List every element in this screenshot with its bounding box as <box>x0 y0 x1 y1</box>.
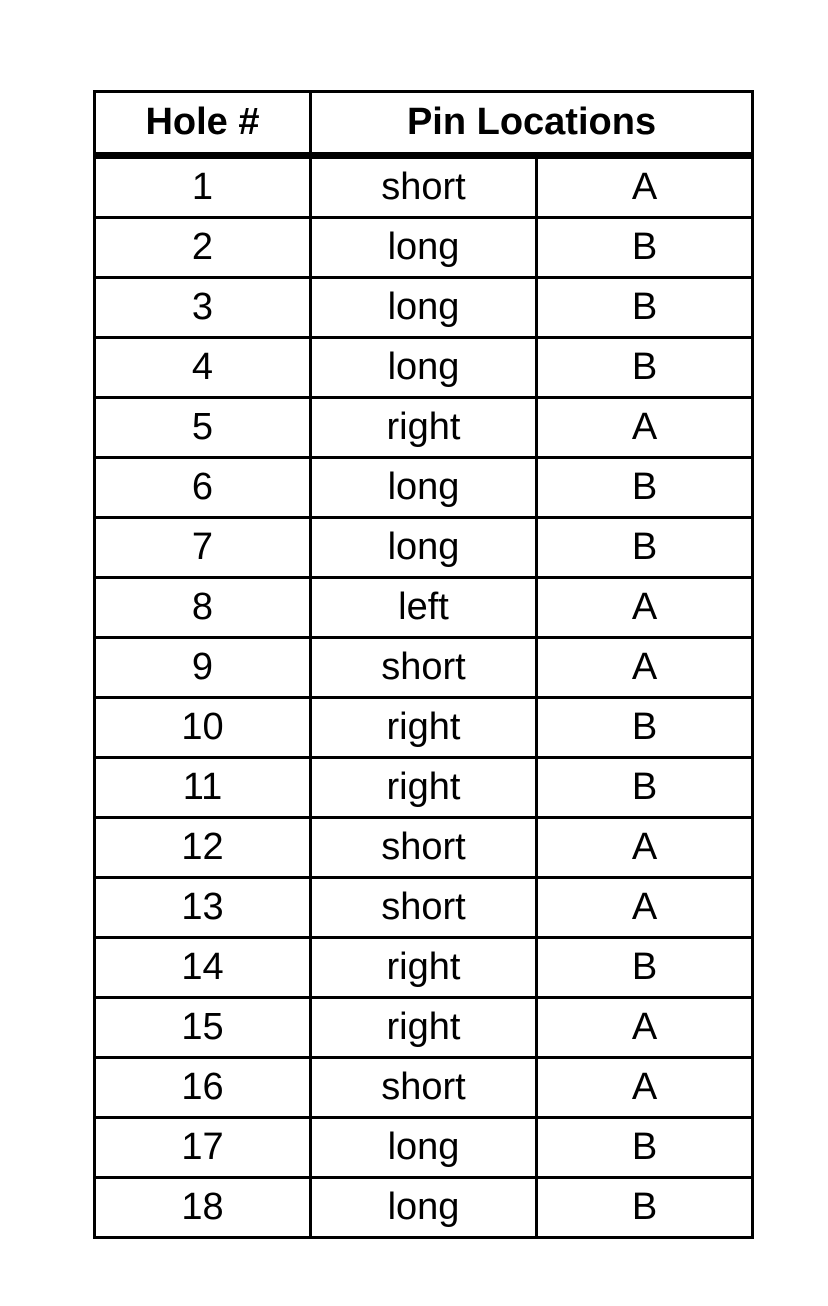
pin-set-cell: B <box>537 278 753 338</box>
table-row <box>95 938 753 998</box>
hole-number-cell: 13 <box>95 878 311 938</box>
hole-number-cell: 5 <box>95 398 311 458</box>
pin-set-cell: B <box>537 698 753 758</box>
pin-location-cell: right <box>311 938 537 998</box>
pin-location-cell: left <box>311 578 537 638</box>
pin-set-cell: B <box>537 938 753 998</box>
table-row <box>95 156 753 218</box>
table-row <box>95 278 753 338</box>
pin-location-cell: short <box>311 878 537 938</box>
hole-number-cell: 9 <box>95 638 311 698</box>
pin-location-cell: short <box>311 156 537 218</box>
hole-number-cell: 4 <box>95 338 311 398</box>
pin-location-cell: short <box>311 1058 537 1118</box>
table-row <box>95 398 753 458</box>
hole-number-cell: 2 <box>95 218 311 278</box>
table-row <box>95 638 753 698</box>
hole-number-cell: 16 <box>95 1058 311 1118</box>
pin-set-cell: B <box>537 218 753 278</box>
table-body <box>95 156 753 1238</box>
pin-set-cell: B <box>537 518 753 578</box>
pin-location-cell: right <box>311 998 537 1058</box>
table-row <box>95 818 753 878</box>
pin-set-cell: A <box>537 818 753 878</box>
table-row <box>95 518 753 578</box>
table-row <box>95 1058 753 1118</box>
pin-location-cell: long <box>311 1178 537 1238</box>
pin-set-cell: A <box>537 1058 753 1118</box>
pin-location-cell: long <box>311 518 537 578</box>
hole-number-cell: 6 <box>95 458 311 518</box>
hole-number-cell: 11 <box>95 758 311 818</box>
table-row <box>95 1118 753 1178</box>
pin-location-cell: long <box>311 338 537 398</box>
pin-location-cell: long <box>311 458 537 518</box>
table-row <box>95 878 753 938</box>
table-row <box>95 578 753 638</box>
pin-set-cell: B <box>537 458 753 518</box>
pin-location-cell: right <box>311 758 537 818</box>
table-row <box>95 338 753 398</box>
hole-number-cell: 7 <box>95 518 311 578</box>
hole-number-cell: 14 <box>95 938 311 998</box>
table-row <box>95 758 753 818</box>
hole-number-cell: 12 <box>95 818 311 878</box>
pin-location-cell: short <box>311 818 537 878</box>
pin-set-cell: A <box>537 578 753 638</box>
hole-number-cell: 3 <box>95 278 311 338</box>
pin-location-cell: short <box>311 638 537 698</box>
pin-set-cell: B <box>537 1178 753 1238</box>
hole-number-cell: 1 <box>95 156 311 218</box>
pin-location-cell: long <box>311 278 537 338</box>
pin-location-cell: long <box>311 218 537 278</box>
table-row <box>95 458 753 518</box>
pin-set-cell: B <box>537 338 753 398</box>
table-row <box>95 1178 753 1238</box>
table-row <box>95 698 753 758</box>
pin-locations-table <box>93 90 754 1239</box>
table-row <box>95 218 753 278</box>
hole-number-cell: 15 <box>95 998 311 1058</box>
pin-set-cell: B <box>537 758 753 818</box>
pin-set-cell: A <box>537 638 753 698</box>
pin-location-cell: right <box>311 698 537 758</box>
pin-location-cell: right <box>311 398 537 458</box>
header-row <box>95 92 753 156</box>
hole-number-cell: 10 <box>95 698 311 758</box>
hole-number-header: Hole # <box>95 92 311 156</box>
pin-locations-header: Pin Locations <box>311 92 753 156</box>
pin-set-cell: A <box>537 998 753 1058</box>
hole-number-cell: 18 <box>95 1178 311 1238</box>
hole-number-cell: 17 <box>95 1118 311 1178</box>
table-row <box>95 998 753 1058</box>
pin-set-cell: A <box>537 398 753 458</box>
pin-set-cell: A <box>537 156 753 218</box>
pin-set-cell: A <box>537 878 753 938</box>
pin-set-cell: B <box>537 1118 753 1178</box>
hole-number-cell: 8 <box>95 578 311 638</box>
pin-location-cell: long <box>311 1118 537 1178</box>
